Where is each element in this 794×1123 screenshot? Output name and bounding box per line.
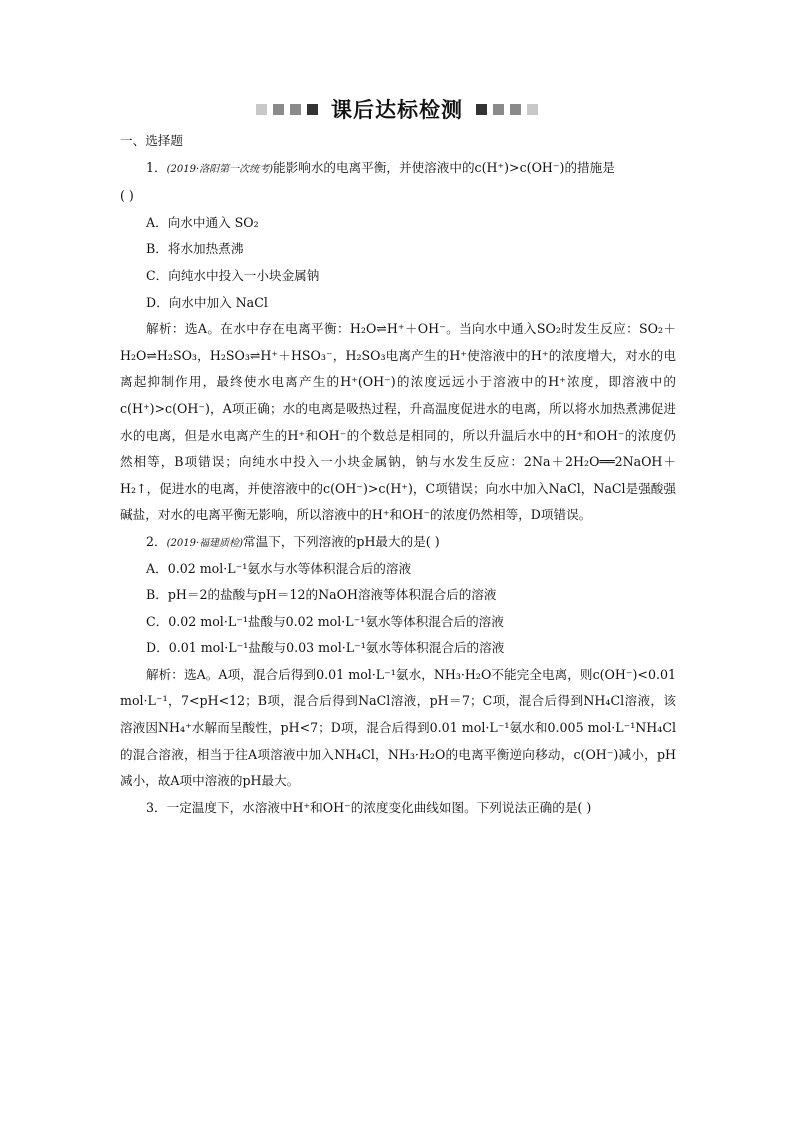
document-body xyxy=(120,128,676,821)
question-2-analysis: 解析：选A。A项，混合后得到0.01 mol·L⁻¹氨水，NH₃·H₂O不能完全电离，则c(OH⁻)<0.01 mol·L⁻¹，7<pH<12；B项，混合后得到NaCl溶液，pH＝7；C项，混合后得到NH₄Cl溶液，该溶液因NH₄⁺水解而呈酸性，pH<7；D项，混合后得到0.01 mol·L⁻¹氨水和0.005 mol·L⁻¹NH₄Cl的混合溶液，相当于往A项溶液中加入NH₄Cl，NH₃·H₂O的电离平衡逆向移动，c(OH⁻)减小，pH减小，故A项中溶液的pH最大。 xyxy=(120,666,676,789)
decor-square xyxy=(256,104,267,115)
page-title: 课后达标检测 xyxy=(331,98,463,122)
option-c: C．0.02 mol·L⁻¹盐酸与0.02 mol·L⁻¹氨水等体积混合后的溶液 xyxy=(146,613,504,629)
decor-square xyxy=(493,104,504,115)
question-text: 能影响水的电离平衡，并使溶液中的c(H⁺)>c(OH⁻)的措施是 xyxy=(273,159,615,175)
question-text: 一定温度下，水溶液中H⁺和OH⁻的浓度变化曲线如图。下列说法正确的是( ) xyxy=(166,799,592,815)
option-d: D．向水中加入 NaCl xyxy=(146,294,268,310)
option-a: A．向水中通入 SO₂ xyxy=(146,214,259,230)
decor-square xyxy=(527,104,538,115)
question-number: 1． xyxy=(146,159,167,175)
answer-blank: ( ) xyxy=(120,188,134,204)
decor-square xyxy=(290,104,301,115)
question-text: 常温下，下列溶液的pH最大的是( ) xyxy=(243,533,440,549)
question-number: 3． xyxy=(146,799,167,815)
option-c: C．向纯水中投入一小块金属钠 xyxy=(146,267,320,283)
section-heading: 一、选择题 xyxy=(120,133,183,148)
question-1-analysis: 解析：选A。在水中存在电离平衡：H₂O⇌H⁺＋OH⁻。当向水中通入SO₂时发生反应：SO₂＋H₂O⇌H₂SO₃，H₂SO₃⇌H⁺＋HSO₃⁻，H₂SO₃电离产生的H⁺使溶液中的H⁺的浓度增大，对水的电离起抑制作用，最终使水电离产生的H⁺(OH⁻)的浓度远远小于溶液中的H⁺浓度，即溶液中的c(H⁺)>c(OH⁻)，A项正确；水的电离是吸热过程，升高温度促进水的电离，所以将水加热煮沸促进水的电离，但是水电离产生的H⁺和OH⁻的个数总是相同的，所以升温后水中的H⁺和OH⁻的浓度仍然相等，B项错误；向纯水中投入一小块金属钠，钠与水发生反应：2Na＋2H₂O══2NaOH＋H₂↑，促进水的电离，并使溶液中的c(OH⁻)>c(H⁺)，C项错误；向水中加入NaCl，NaCl是强酸强碱盐，对水的电离平衡无影响，所以溶液中的H⁺和OH⁻的浓度仍然相等，D项错误。 xyxy=(120,321,676,523)
option-d: D．0.01 mol·L⁻¹盐酸与0.03 mol·L⁻¹氨水等体积混合后的溶液 xyxy=(146,640,505,656)
decor-square xyxy=(307,104,318,115)
question-source: (2019·福建质检) xyxy=(166,537,244,549)
question-3-stem xyxy=(120,795,676,822)
decor-square xyxy=(273,104,284,115)
header-banner xyxy=(0,94,794,124)
option-a: A．0.02 mol·L⁻¹氨水与水等体积混合后的溶液 xyxy=(146,560,412,576)
option-b: B．将水加热煮沸 xyxy=(146,241,244,257)
question-1-stem xyxy=(120,155,676,210)
question-source: (2019·洛阳第一次统考) xyxy=(166,163,274,175)
decor-square xyxy=(510,104,521,115)
option-b: B．pH＝2的盐酸与pH＝12的NaOH溶液等体积混合后的溶液 xyxy=(146,587,497,603)
question-2-stem xyxy=(120,529,676,556)
question-number: 2． xyxy=(146,533,167,549)
decor-square xyxy=(476,104,487,115)
